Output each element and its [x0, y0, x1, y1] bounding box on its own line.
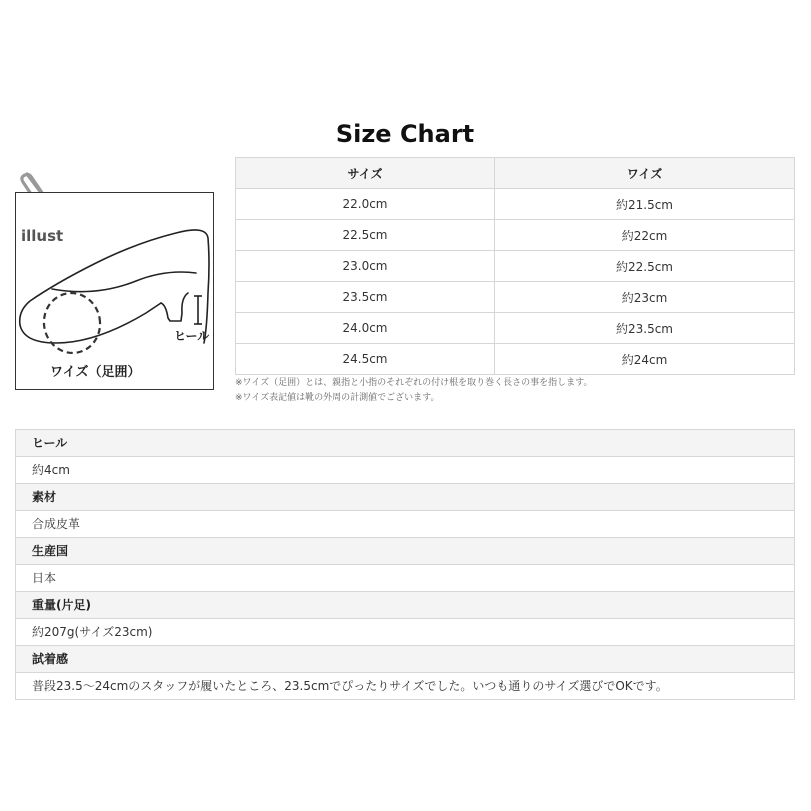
- size-cell: 23.0cm: [236, 251, 495, 282]
- pump-shoe-icon: [16, 193, 213, 389]
- width-cell: 約23cm: [495, 282, 795, 313]
- table-row: [236, 313, 795, 344]
- size-cell: 22.5cm: [236, 220, 495, 251]
- size-cell: 24.0cm: [236, 313, 495, 344]
- spec-label-origin: 生産国: [16, 538, 794, 565]
- table-row: [236, 220, 795, 251]
- column-header-width: ワイズ: [495, 158, 795, 189]
- width-label: ワイズ（足囲）: [50, 365, 141, 380]
- spec-table: [15, 429, 795, 700]
- size-cell: 23.5cm: [236, 282, 495, 313]
- illustration-panel: [15, 192, 214, 390]
- page-title: Size Chart: [335, 120, 475, 148]
- spec-value-heel: 約4cm: [16, 457, 794, 484]
- spec-label-weight: 重量(片足): [16, 592, 794, 619]
- size-cell: 24.5cm: [236, 344, 495, 375]
- size-cell: 22.0cm: [236, 189, 495, 220]
- table-row: [236, 251, 795, 282]
- spec-value-fit: 普段23.5～24cmのスタッフが履いたところ、23.5cmでぴったりサイズでした。いつも通りのサイズ選びでOKです。: [16, 673, 794, 700]
- table-header-row: [236, 158, 795, 189]
- width-cell: 約23.5cm: [495, 313, 795, 344]
- width-cell: 約22cm: [495, 220, 795, 251]
- width-cell: 約22.5cm: [495, 251, 795, 282]
- table-row: [236, 344, 795, 375]
- table-row: [236, 189, 795, 220]
- table-row: [236, 282, 795, 313]
- width-cell: 約24cm: [495, 344, 795, 375]
- size-table: [235, 157, 795, 375]
- column-header-size: サイズ: [236, 158, 495, 189]
- illust-label: illust: [21, 227, 64, 245]
- spec-value-weight: 約207g(サイズ23cm): [16, 619, 794, 646]
- size-notes: [235, 376, 592, 406]
- spec-label-fit: 試着感: [16, 646, 794, 673]
- spec-label-material: 素材: [16, 484, 794, 511]
- spec-label-heel: ヒール: [16, 430, 794, 457]
- width-cell: 約21.5cm: [495, 189, 795, 220]
- spec-value-material: 合成皮革: [16, 511, 794, 538]
- note-measurement: ※ワイズ表記値は靴の外周の計測値でございます。: [235, 393, 440, 403]
- heel-label: ヒール: [174, 329, 210, 343]
- spec-value-origin: 日本: [16, 565, 794, 592]
- note-width-definition: ※ワイズ（足囲）とは、親指と小指のそれぞれの付け根を取り巻く長さの事を指します。: [235, 378, 593, 388]
